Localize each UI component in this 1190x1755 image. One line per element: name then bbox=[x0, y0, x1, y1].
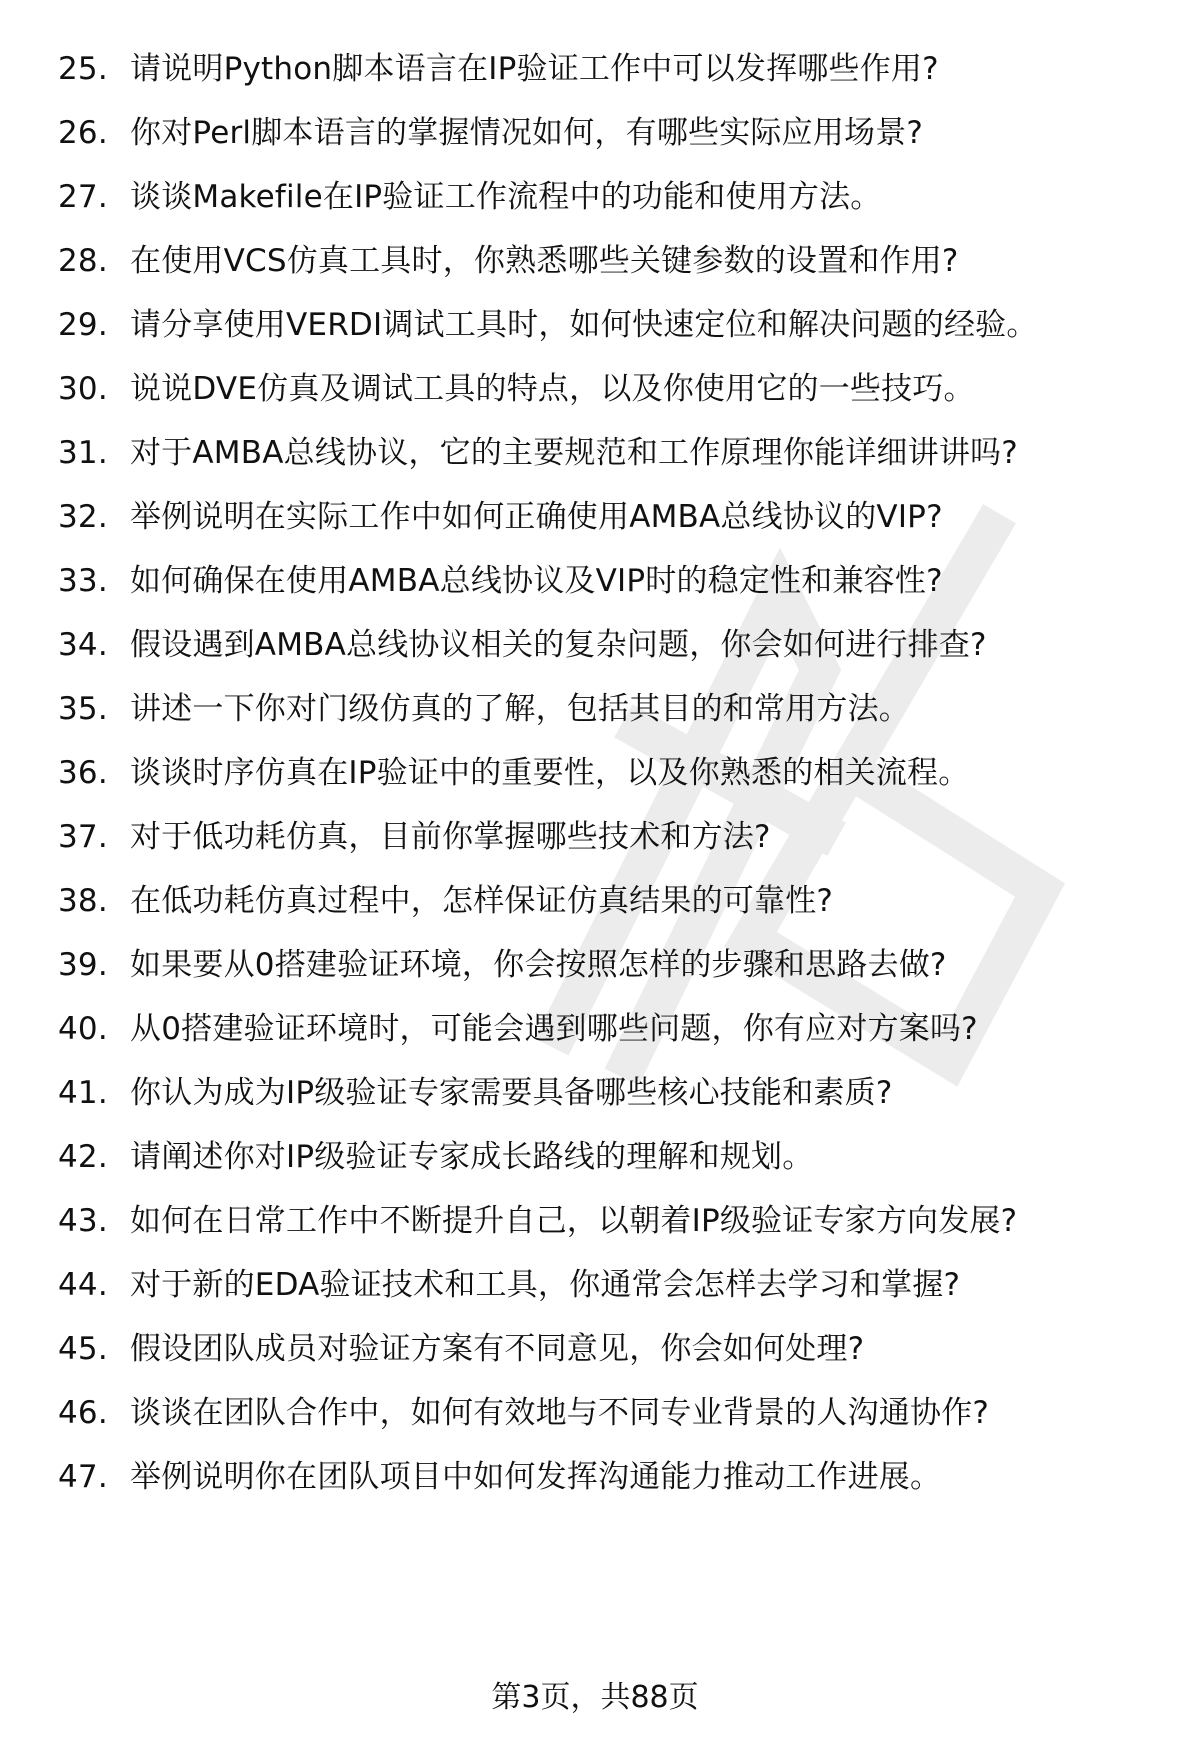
question-number: 32. bbox=[58, 499, 108, 535]
question-number: 41. bbox=[58, 1075, 108, 1111]
question-text: 在使用VCS仿真工具时，你熟悉哪些关键参数的设置和作用? bbox=[130, 243, 959, 279]
question-number: 29. bbox=[58, 307, 108, 343]
list-item bbox=[58, 1200, 1158, 1242]
question-number: 33. bbox=[58, 563, 108, 599]
list-item bbox=[58, 880, 1158, 922]
question-text: 你认为成为IP级验证专家需要具备哪些核心技能和素质? bbox=[130, 1075, 893, 1111]
question-text: 谈谈时序仿真在IP验证中的重要性，以及你熟悉的相关流程。 bbox=[130, 755, 970, 791]
question-number: 40. bbox=[58, 1011, 108, 1047]
question-text: 举例说明在实际工作中如何正确使用AMBA总线协议的VIP? bbox=[130, 499, 943, 535]
list-item bbox=[58, 1456, 1158, 1498]
question-number: 28. bbox=[58, 243, 108, 279]
list-item bbox=[58, 48, 1158, 90]
question-text: 请分享使用VERDI调试工具时，如何快速定位和解决问题的经验。 bbox=[130, 307, 1038, 343]
question-text: 对于AMBA总线协议，它的主要规范和工作原理你能详细讲讲吗? bbox=[130, 435, 1018, 471]
question-text: 请阐述你对IP级验证专家成长路线的理解和规划。 bbox=[130, 1139, 814, 1175]
question-text: 你对Perl脚本语言的掌握情况如何，有哪些实际应用场景? bbox=[130, 115, 924, 151]
list-item bbox=[58, 688, 1158, 730]
question-number: 26. bbox=[58, 115, 108, 151]
question-text: 假设遇到AMBA总线协议相关的复杂问题，你会如何进行排查? bbox=[130, 627, 987, 663]
list-item bbox=[58, 112, 1158, 154]
question-text: 从0搭建验证环境时，可能会遇到哪些问题，你有应对方案吗? bbox=[130, 1011, 978, 1047]
question-text: 如果要从0搭建验证环境，你会按照怎样的步骤和思路去做? bbox=[130, 947, 947, 983]
list-item bbox=[58, 1264, 1158, 1306]
list-item bbox=[58, 1392, 1158, 1434]
list-item bbox=[58, 432, 1158, 474]
list-item bbox=[58, 816, 1158, 858]
list-item bbox=[58, 1008, 1158, 1050]
question-text: 请说明Python脚本语言在IP验证工作中可以发挥哪些作用? bbox=[130, 51, 939, 87]
question-number: 45. bbox=[58, 1331, 108, 1367]
list-item bbox=[58, 496, 1158, 538]
question-number: 27. bbox=[58, 179, 108, 215]
question-text: 举例说明你在团队项目中如何发挥沟通能力推动工作进展。 bbox=[130, 1459, 942, 1495]
list-item bbox=[58, 944, 1158, 986]
question-number: 31. bbox=[58, 435, 108, 471]
list-item bbox=[58, 1136, 1158, 1178]
question-number: 30. bbox=[58, 371, 108, 407]
question-number: 44. bbox=[58, 1267, 108, 1303]
question-number: 35. bbox=[58, 691, 108, 727]
question-text: 在低功耗仿真过程中，怎样保证仿真结果的可靠性? bbox=[130, 883, 834, 919]
list-item bbox=[58, 1072, 1158, 1114]
question-number: 36. bbox=[58, 755, 108, 791]
list-item bbox=[58, 1328, 1158, 1370]
question-text: 假设团队成员对验证方案有不同意见，你会如何处理? bbox=[130, 1331, 865, 1367]
question-text: 谈谈Makefile在IP验证工作流程中的功能和使用方法。 bbox=[130, 179, 882, 215]
question-number: 39. bbox=[58, 947, 108, 983]
question-number: 34. bbox=[58, 627, 108, 663]
list-item bbox=[58, 176, 1158, 218]
question-text: 讲述一下你对门级仿真的了解，包括其目的和常用方法。 bbox=[130, 691, 910, 727]
list-item bbox=[58, 752, 1158, 794]
page-number: 第3页，共88页 bbox=[491, 1680, 699, 1715]
question-number: 25. bbox=[58, 51, 108, 87]
question-number: 42. bbox=[58, 1139, 108, 1175]
question-number: 38. bbox=[58, 883, 108, 919]
question-text: 如何确保在使用AMBA总线协议及VIP时的稳定性和兼容性? bbox=[130, 563, 943, 599]
question-number: 46. bbox=[58, 1395, 108, 1431]
list-item bbox=[58, 624, 1158, 666]
question-list bbox=[58, 48, 1158, 1520]
question-text: 说说DVE仿真及调试工具的特点，以及你使用它的一些技巧。 bbox=[130, 371, 975, 407]
question-number: 43. bbox=[58, 1203, 108, 1239]
question-text: 对于新的EDA验证技术和工具，你通常会怎样去学习和掌握? bbox=[130, 1267, 961, 1303]
question-text: 谈谈在团队合作中，如何有效地与不同专业背景的人沟通协作? bbox=[130, 1395, 990, 1431]
question-number: 47. bbox=[58, 1459, 108, 1495]
list-item bbox=[58, 240, 1158, 282]
list-item bbox=[58, 304, 1158, 346]
question-text: 如何在日常工作中不断提升自己，以朝着IP级验证专家方向发展? bbox=[130, 1203, 1018, 1239]
list-item bbox=[58, 368, 1158, 410]
list-item bbox=[58, 560, 1158, 602]
question-text: 对于低功耗仿真，目前你掌握哪些技术和方法? bbox=[130, 819, 771, 855]
question-number: 37. bbox=[58, 819, 108, 855]
